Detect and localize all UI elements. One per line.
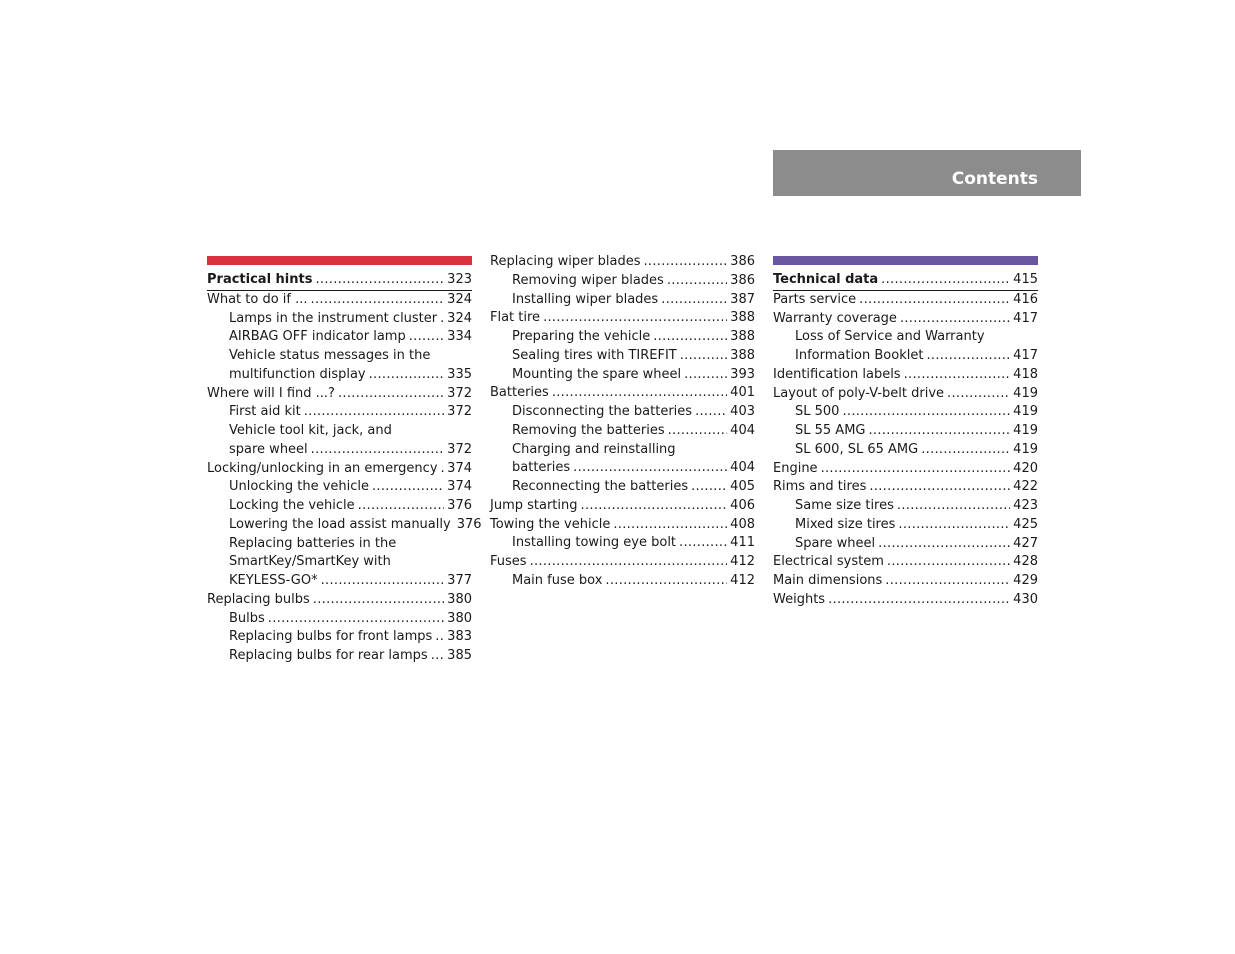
section-bar-practical-hints bbox=[207, 256, 472, 265]
toc-page-number: 376 bbox=[456, 516, 482, 532]
toc-entry[interactable] bbox=[773, 366, 1038, 385]
toc-leader-dots bbox=[321, 572, 445, 591]
toc-column-1 bbox=[207, 253, 482, 666]
toc-page-number: 415 bbox=[1013, 272, 1038, 287]
toc-entry-title: Weights bbox=[773, 591, 826, 607]
toc-entry-title: Locking/unlocking in an emergency bbox=[207, 460, 438, 476]
toc-page-number: 383 bbox=[447, 629, 472, 645]
toc-entry[interactable] bbox=[490, 291, 755, 310]
toc-entry-title: Mixed size tires bbox=[795, 516, 896, 532]
toc-leader-dots bbox=[947, 385, 1010, 404]
toc-leader-dots bbox=[885, 572, 1010, 591]
toc-leader-dots bbox=[653, 328, 727, 347]
toc-page-number: 406 bbox=[730, 497, 755, 513]
toc-page-number: 385 bbox=[447, 648, 472, 663]
toc-entry-title: Removing the batteries bbox=[512, 422, 665, 438]
toc-leader-dots bbox=[338, 385, 444, 404]
toc-leader-dots bbox=[859, 291, 1010, 310]
toc-leader-dots bbox=[441, 460, 445, 479]
toc-page-number: 420 bbox=[1013, 460, 1038, 476]
toc-column-2 bbox=[490, 253, 755, 591]
toc-page-number: 334 bbox=[447, 329, 472, 345]
toc-page-number: 372 bbox=[447, 441, 472, 457]
toc-entry-title: Replacing wiper blades bbox=[490, 254, 641, 269]
page-title: Contents bbox=[951, 169, 1038, 189]
toc-entry-title: multifunction display bbox=[229, 366, 366, 382]
toc-entry[interactable] bbox=[773, 497, 1038, 516]
toc-entry-line[interactable]: Charging and reinstalling bbox=[512, 441, 676, 457]
toc-entry-title: Unlocking the vehicle bbox=[229, 479, 369, 495]
toc-leader-dots bbox=[904, 366, 1011, 385]
toc-page-number: 401 bbox=[730, 385, 755, 401]
toc-entry-line[interactable]: Vehicle status messages in the bbox=[229, 348, 431, 363]
toc-entry-title: Flat tire bbox=[490, 310, 541, 326]
toc-entry-title: Spare wheel bbox=[795, 535, 876, 551]
toc-entry-title: Bulbs bbox=[229, 610, 265, 626]
contents-header-tab bbox=[773, 150, 1081, 196]
toc-leader-dots bbox=[315, 271, 444, 290]
toc-page-number: 324 bbox=[447, 291, 472, 307]
toc-page-number: 376 bbox=[447, 498, 472, 513]
toc-page-number: 393 bbox=[730, 366, 755, 382]
toc-entry-title: Practical hints bbox=[207, 272, 313, 287]
toc-entry[interactable] bbox=[773, 553, 1038, 572]
toc-entry-title: Where will I find ...? bbox=[207, 385, 335, 401]
toc-entry[interactable] bbox=[207, 328, 472, 347]
toc-leader-dots bbox=[613, 516, 727, 535]
toc-entry[interactable] bbox=[490, 272, 755, 291]
toc-page-number: 386 bbox=[730, 254, 755, 269]
section-bar-technical-data bbox=[773, 256, 1038, 265]
toc-page-number: 408 bbox=[730, 516, 755, 532]
toc-leader-dots bbox=[268, 610, 444, 629]
toc-leader-dots bbox=[431, 647, 444, 666]
toc-entry-title: Batteries bbox=[490, 385, 549, 401]
toc-page-number: 388 bbox=[730, 329, 755, 344]
toc-page-number: 429 bbox=[1013, 573, 1038, 588]
toc-entry[interactable] bbox=[490, 422, 755, 441]
toc-entry[interactable] bbox=[773, 422, 1038, 441]
toc-entry[interactable] bbox=[490, 553, 755, 572]
toc-leader-dots bbox=[667, 272, 727, 291]
toc-leader-dots bbox=[679, 534, 727, 553]
toc-leader-dots bbox=[440, 310, 444, 329]
toc-entry[interactable] bbox=[773, 441, 1038, 460]
toc-page-number: 411 bbox=[730, 535, 755, 551]
toc-page-number: 404 bbox=[730, 422, 755, 438]
toc-page-number: 428 bbox=[1013, 554, 1038, 570]
toc-page-number: 372 bbox=[447, 404, 472, 420]
toc-entry-title: KEYLESS-GO* bbox=[229, 573, 318, 588]
toc-entry-title: Technical data bbox=[773, 272, 879, 287]
toc-entry[interactable] bbox=[207, 403, 472, 422]
toc-page-number: 417 bbox=[1013, 310, 1038, 326]
toc-entry[interactable] bbox=[490, 253, 755, 272]
toc-entry-title: Removing wiper blades bbox=[512, 272, 664, 288]
toc-leader-dots bbox=[313, 591, 444, 610]
toc-leader-dots bbox=[530, 553, 728, 572]
toc-leader-dots bbox=[898, 516, 1010, 535]
toc-leader-dots bbox=[661, 291, 727, 310]
toc-entry[interactable] bbox=[490, 384, 755, 403]
toc-entry[interactable] bbox=[207, 385, 472, 404]
toc-section-heading[interactable] bbox=[207, 271, 472, 291]
toc-leader-dots bbox=[926, 347, 1010, 366]
toc-entry[interactable] bbox=[207, 610, 472, 629]
toc-entry-line[interactable]: Loss of Service and Warranty bbox=[795, 329, 985, 345]
toc-leader-dots bbox=[409, 328, 444, 347]
toc-page-number: 422 bbox=[1013, 479, 1038, 495]
toc-page-number: 374 bbox=[447, 479, 472, 495]
toc-entry[interactable] bbox=[773, 591, 1038, 610]
toc-leader-dots bbox=[921, 441, 1010, 460]
toc-entry[interactable] bbox=[773, 403, 1038, 422]
toc-leader-dots bbox=[311, 291, 445, 310]
toc-leader-dots bbox=[643, 253, 727, 272]
toc-page-number: 323 bbox=[447, 272, 472, 287]
toc-entry-title: Main dimensions bbox=[773, 573, 883, 588]
toc-leader-dots bbox=[842, 403, 1010, 422]
toc-entry[interactable] bbox=[773, 460, 1038, 479]
toc-entry-title: spare wheel bbox=[229, 441, 308, 457]
toc-leader-dots bbox=[581, 497, 728, 516]
toc-page-number: 419 bbox=[1013, 441, 1038, 457]
toc-leader-dots bbox=[821, 460, 1011, 479]
toc-entry-title: Towing the vehicle bbox=[490, 516, 611, 532]
toc-entry-title: Identification labels bbox=[773, 366, 901, 382]
toc-entry[interactable] bbox=[207, 310, 472, 329]
toc-leader-dots bbox=[691, 478, 727, 497]
toc-entry[interactable] bbox=[207, 647, 472, 666]
toc-page-number: 412 bbox=[730, 572, 755, 588]
toc-page-number: 386 bbox=[730, 272, 755, 288]
toc-page-number: 419 bbox=[1013, 404, 1038, 420]
toc-page-number: 425 bbox=[1013, 516, 1038, 532]
toc-entry-title: Replacing bulbs for front lamps bbox=[229, 629, 433, 645]
toc-entry[interactable] bbox=[490, 497, 755, 516]
toc-page-number: 372 bbox=[447, 385, 472, 401]
toc-leader-dots bbox=[869, 478, 1010, 497]
toc-entry-title: Jump starting bbox=[490, 497, 578, 513]
toc-entry-title: Mounting the spare wheel bbox=[512, 366, 682, 382]
toc-page-number: 405 bbox=[730, 479, 755, 494]
toc-entry[interactable] bbox=[490, 478, 755, 497]
toc-entry-title: Parts service bbox=[773, 291, 857, 307]
toc-page-number: 388 bbox=[730, 347, 755, 363]
toc-entry[interactable] bbox=[773, 516, 1038, 535]
toc-entry-title: First aid kit bbox=[229, 404, 301, 420]
toc-page-number: 388 bbox=[730, 310, 755, 326]
toc-entry[interactable] bbox=[207, 478, 472, 497]
toc-entry[interactable] bbox=[207, 460, 472, 479]
toc-entry-title: Lowering the load assist manually bbox=[229, 516, 451, 532]
toc-page-number: 427 bbox=[1013, 535, 1038, 551]
toc-entry[interactable] bbox=[773, 535, 1038, 554]
toc-entry-title: SL 55 AMG bbox=[795, 423, 866, 438]
toc-entry-title: Rims and tires bbox=[773, 479, 867, 495]
toc-leader-dots bbox=[552, 384, 727, 403]
toc-entry[interactable] bbox=[490, 347, 755, 366]
toc-entry[interactable] bbox=[773, 310, 1038, 329]
toc-entry-title: Replacing bulbs bbox=[207, 591, 310, 607]
toc-entry-title: AIRBAG OFF indicator lamp bbox=[229, 329, 406, 345]
toc-leader-dots bbox=[369, 366, 445, 385]
toc-leader-dots bbox=[668, 422, 728, 441]
toc-leader-dots bbox=[881, 271, 1010, 290]
toc-page-number: 418 bbox=[1013, 366, 1038, 382]
toc-entry-title: Main fuse box bbox=[512, 572, 603, 588]
toc-entry[interactable] bbox=[490, 516, 755, 535]
toc-entry[interactable] bbox=[773, 478, 1038, 497]
toc-entry-title: Information Booklet bbox=[795, 348, 924, 363]
toc-entry[interactable] bbox=[207, 497, 472, 516]
toc-entry-title: Sealing tires with TIREFIT bbox=[512, 347, 677, 363]
toc-entry[interactable] bbox=[490, 534, 755, 553]
toc-page-number: 380 bbox=[447, 591, 472, 607]
toc-leader-dots bbox=[543, 309, 727, 328]
toc-entry-title: Preparing the vehicle bbox=[512, 329, 651, 344]
toc-page-number: 416 bbox=[1013, 291, 1038, 307]
toc-page-number: 377 bbox=[447, 573, 472, 588]
toc-entry[interactable] bbox=[490, 459, 755, 478]
toc-leader-dots bbox=[900, 310, 1010, 329]
toc-entry[interactable] bbox=[773, 347, 1038, 366]
toc-leader-dots bbox=[573, 459, 727, 478]
toc-entry-line[interactable]: SmartKey/SmartKey with bbox=[229, 554, 391, 570]
toc-entry-title: Engine bbox=[773, 460, 818, 476]
toc-leader-dots bbox=[372, 478, 444, 497]
toc-entry-title: Fuses bbox=[490, 554, 527, 569]
toc-leader-dots bbox=[695, 403, 727, 422]
toc-leader-dots bbox=[828, 591, 1010, 610]
toc-entry[interactable] bbox=[207, 291, 472, 310]
toc-page-number: 419 bbox=[1013, 423, 1038, 438]
toc-entry-title: What to do if ... bbox=[207, 291, 308, 307]
toc-entry[interactable] bbox=[773, 385, 1038, 404]
toc-page-number: 403 bbox=[730, 404, 755, 419]
toc-entry[interactable] bbox=[490, 572, 755, 591]
toc-entry-title: SL 600, SL 65 AMG bbox=[795, 441, 919, 457]
toc-entry[interactable] bbox=[490, 403, 755, 422]
toc-leader-dots bbox=[358, 497, 445, 516]
toc-entry-title: Electrical system bbox=[773, 554, 884, 570]
toc-section-heading[interactable] bbox=[773, 271, 1038, 291]
toc-entry-title: Lamps in the instrument cluster bbox=[229, 310, 438, 326]
toc-leader-dots bbox=[435, 628, 444, 647]
toc-page-number: 419 bbox=[1013, 385, 1038, 401]
toc-page-number: 430 bbox=[1013, 591, 1038, 607]
toc-leader-dots bbox=[304, 403, 444, 422]
toc-leader-dots bbox=[897, 497, 1010, 516]
toc-entry-title: Replacing bulbs for rear lamps bbox=[229, 648, 428, 663]
toc-leader-dots bbox=[605, 572, 727, 591]
toc-entry[interactable] bbox=[207, 366, 472, 385]
toc-entry[interactable] bbox=[207, 628, 472, 647]
toc-entry[interactable] bbox=[207, 516, 482, 535]
toc-entry[interactable] bbox=[490, 328, 755, 347]
toc-leader-dots bbox=[684, 366, 727, 385]
toc-entry[interactable] bbox=[490, 366, 755, 385]
toc-leader-dots bbox=[887, 553, 1010, 572]
toc-page-number: 387 bbox=[730, 291, 755, 307]
toc-entry[interactable] bbox=[207, 441, 472, 460]
toc-page-number: 404 bbox=[730, 460, 755, 476]
toc-entry[interactable] bbox=[773, 291, 1038, 310]
toc-entry-line[interactable]: Replacing batteries in the bbox=[229, 535, 397, 551]
toc-entry-title: Installing wiper blades bbox=[512, 291, 659, 307]
toc-page-number: 324 bbox=[447, 310, 472, 326]
toc-entry-title: Disconnecting the batteries bbox=[512, 404, 693, 419]
toc-page-number: 417 bbox=[1013, 348, 1038, 363]
toc-entry[interactable] bbox=[773, 572, 1038, 591]
toc-entry[interactable] bbox=[207, 572, 472, 591]
toc-page-number: 412 bbox=[730, 554, 755, 569]
toc-entry-title: Locking the vehicle bbox=[229, 498, 355, 513]
toc-entry-title: Installing towing eye bolt bbox=[512, 535, 677, 551]
toc-column-3 bbox=[773, 253, 1038, 610]
toc-entry-title: Reconnecting the batteries bbox=[512, 479, 689, 494]
toc-page-number: 374 bbox=[447, 460, 472, 476]
toc-entry[interactable] bbox=[490, 309, 755, 328]
toc-page-number: 423 bbox=[1013, 498, 1038, 513]
toc-page-number: 335 bbox=[447, 366, 472, 382]
toc-entry-title: Layout of poly-V-belt drive bbox=[773, 385, 945, 401]
toc-entry-title: Same size tires bbox=[795, 498, 894, 513]
toc-leader-dots bbox=[680, 347, 727, 366]
toc-entry-title: batteries bbox=[512, 460, 571, 476]
toc-entry-title: Warranty coverage bbox=[773, 310, 897, 326]
toc-entry-line[interactable]: Vehicle tool kit, jack, and bbox=[229, 423, 392, 438]
toc-leader-dots bbox=[868, 422, 1010, 441]
toc-leader-dots bbox=[311, 441, 445, 460]
toc-entry-title: SL 500 bbox=[795, 404, 840, 420]
toc-page-number: 380 bbox=[447, 610, 472, 626]
toc-leader-dots bbox=[878, 535, 1010, 554]
toc-entry[interactable] bbox=[207, 591, 472, 610]
